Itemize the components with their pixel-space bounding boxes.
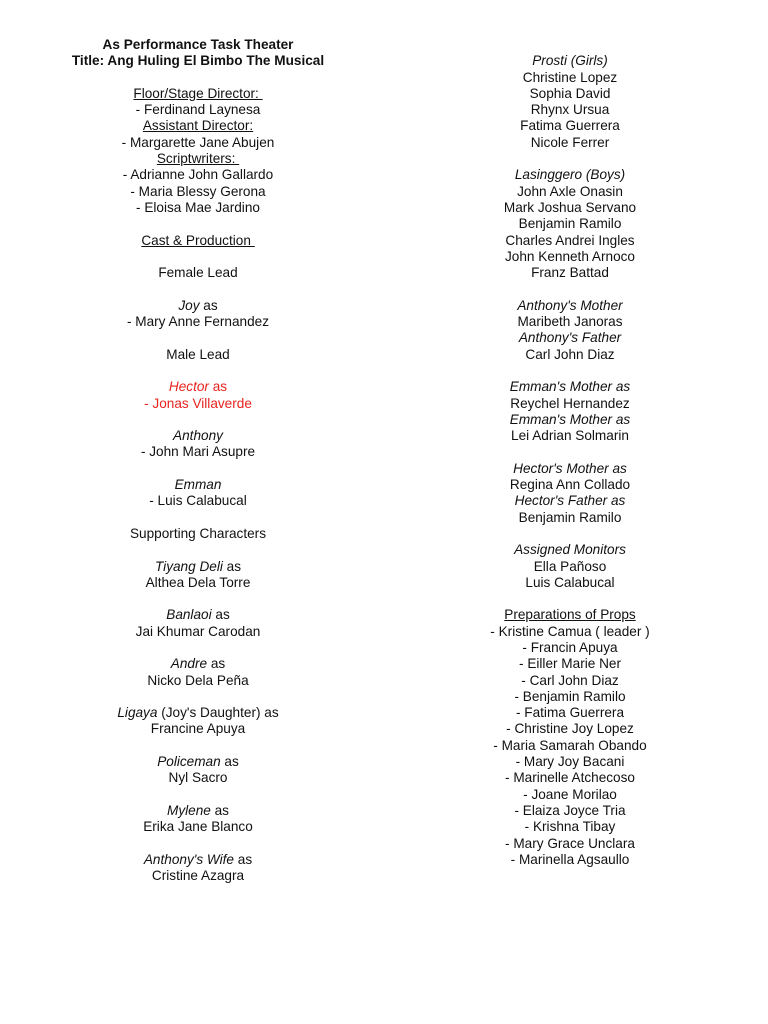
actor-ligaya: Francine Apuya <box>150 721 246 737</box>
monitor-name: Ella Pañoso <box>533 558 607 574</box>
lasinggero-member: John Axle Onasin <box>517 183 623 199</box>
role-anthonys-wife: Anthony's Wife <box>143 851 234 867</box>
actor-emmans-mother: Lei Adrian Solmarin <box>511 428 629 444</box>
lasinggero-member: Mark Joshua Servano <box>503 199 637 215</box>
props-member: - Kristine Camua ( leader ) <box>490 623 650 639</box>
prosti-member: Fatima Guerrera <box>520 118 620 134</box>
role-as: as <box>208 379 228 395</box>
role-joy: Joy <box>178 297 200 313</box>
actor-anthonys-wife: Cristine Azagra <box>151 868 245 884</box>
scriptwriters-heading: Scriptwriters: <box>156 151 240 167</box>
actor-emmans-mother: Reychel Hernandez <box>510 395 630 411</box>
props-member: - Elaiza Joyce Tria <box>514 802 626 818</box>
actor-banlaoi: Jai Khumar Carodan <box>135 623 261 639</box>
props-heading: Preparations of Props <box>504 607 636 623</box>
actor-hectors-father: Benjamin Ramilo <box>518 509 622 525</box>
actor-hector: - Jonas Villaverde <box>144 395 252 411</box>
props-member: - Marinelle Atchecoso <box>505 770 635 786</box>
role-anthonys-mother: Anthony's Mother <box>517 297 623 313</box>
role-anthony: Anthony <box>173 428 223 444</box>
assistant-director-name: - Margarette Jane Abujen <box>121 134 275 150</box>
prosti-heading: Prosti (Girls) <box>532 53 608 69</box>
prosti-member: Rhynx Ursua <box>530 102 610 118</box>
cast-production-heading: Cast & Production <box>141 232 255 248</box>
lasinggero-heading: Lasinggero (Boys) <box>514 167 626 183</box>
role-tiyang-deli: Tiyang Deli <box>154 558 223 574</box>
play-title: Title: Ang Huling El Bimbo The Musical <box>71 53 325 69</box>
props-member: - Fatima Guerrera <box>515 705 625 721</box>
prosti-member: Nicole Ferrer <box>530 134 610 150</box>
actor-hectors-mother: Regina Ann Collado <box>509 477 631 493</box>
props-member: - Christine Joy Lopez <box>506 721 634 737</box>
document-title: As Performance Task Theater <box>102 37 294 52</box>
actor-policeman: Nyl Sacro <box>168 770 228 786</box>
role-emman: Emman <box>174 477 222 493</box>
props-member: - Maria Samarah Obando <box>493 737 647 753</box>
left-column <box>36 37 360 884</box>
prosti-member: Sophia David <box>529 85 611 101</box>
role-emmans-mother: Emman's Mother as <box>509 411 631 427</box>
lasinggero-member: Franz Battad <box>531 265 609 281</box>
scriptwriter-name: - Maria Blessy Gerona <box>130 183 266 199</box>
role-as: as <box>207 656 226 672</box>
props-member: - Joane Morilao <box>523 786 617 802</box>
role-as: (Joy's Daughter) as <box>157 705 279 721</box>
actor-andre: Nicko Dela Peña <box>147 672 249 688</box>
props-member: - Benjamin Ramilo <box>514 688 626 704</box>
props-member: - Krishna Tibay <box>524 819 616 835</box>
props-member: - Eiller Marie Ner <box>519 656 621 672</box>
floor-director-heading: Floor/Stage Director: <box>133 85 263 101</box>
actor-joy: - Mary Anne Fernandez <box>126 314 270 330</box>
male-lead-heading: Male Lead <box>166 346 230 362</box>
role-as: as <box>211 607 230 623</box>
actor-tiyang-deli: Althea Dela Torre <box>145 574 251 590</box>
props-member: - Francin Apuya <box>522 639 618 655</box>
floor-director-name: - Ferdinand Laynesa <box>135 102 261 118</box>
prosti-member: Christine Lopez <box>522 69 618 85</box>
scriptwriter-name: - Adrianne John Gallardo <box>122 167 274 183</box>
role-policeman: Policeman <box>157 754 221 770</box>
role-mylene: Mylene <box>167 802 211 818</box>
role-as: as <box>222 558 242 574</box>
role-anthonys-father: Anthony's Father <box>518 330 622 346</box>
assistant-director-heading: Assistant Director: <box>142 118 254 134</box>
supporting-characters-heading: Supporting Characters <box>129 525 266 541</box>
scriptwriter-name: - Eloisa Mae Jardino <box>136 199 260 215</box>
actor-mylene: Erika Jane Blanco <box>143 819 253 835</box>
lasinggero-member: John Kenneth Arnoco <box>505 248 635 264</box>
props-member: - Mary Joy Bacani <box>515 754 625 770</box>
props-member: - Carl John Diaz <box>521 672 619 688</box>
actor-emman: - Luis Calabucal <box>149 493 247 509</box>
role-as: as <box>199 297 218 313</box>
lasinggero-member: Benjamin Ramilo <box>518 216 622 232</box>
actor-anthonys-father: Carl John Diaz <box>525 346 615 362</box>
role-as: as <box>233 851 253 867</box>
role-emmans-mother: Emman's Mother as <box>509 379 631 395</box>
female-lead-heading: Female Lead <box>158 265 238 281</box>
props-member: - Marinella Agsaullo <box>510 851 630 867</box>
props-member: - Mary Grace Unclara <box>505 835 635 851</box>
actor-anthony: - John Mari Asupre <box>140 444 256 460</box>
lasinggero-member: Charles Andrei Ingles <box>505 232 635 248</box>
role-ligaya: Ligaya <box>117 705 158 721</box>
monitor-name: Luis Calabucal <box>525 574 615 590</box>
actor-anthonys-mother: Maribeth Janoras <box>517 314 623 330</box>
right-column <box>408 37 732 868</box>
role-as: as <box>220 754 239 770</box>
role-hectors-mother: Hector's Mother as <box>513 460 627 476</box>
role-hector: Hector <box>168 379 209 395</box>
role-banlaoi: Banlaoi <box>166 607 212 623</box>
assigned-monitors-heading: Assigned Monitors <box>514 542 626 558</box>
role-as: as <box>210 802 229 818</box>
role-andre: Andre <box>170 656 208 672</box>
role-hectors-father: Hector's Father as <box>514 493 626 509</box>
